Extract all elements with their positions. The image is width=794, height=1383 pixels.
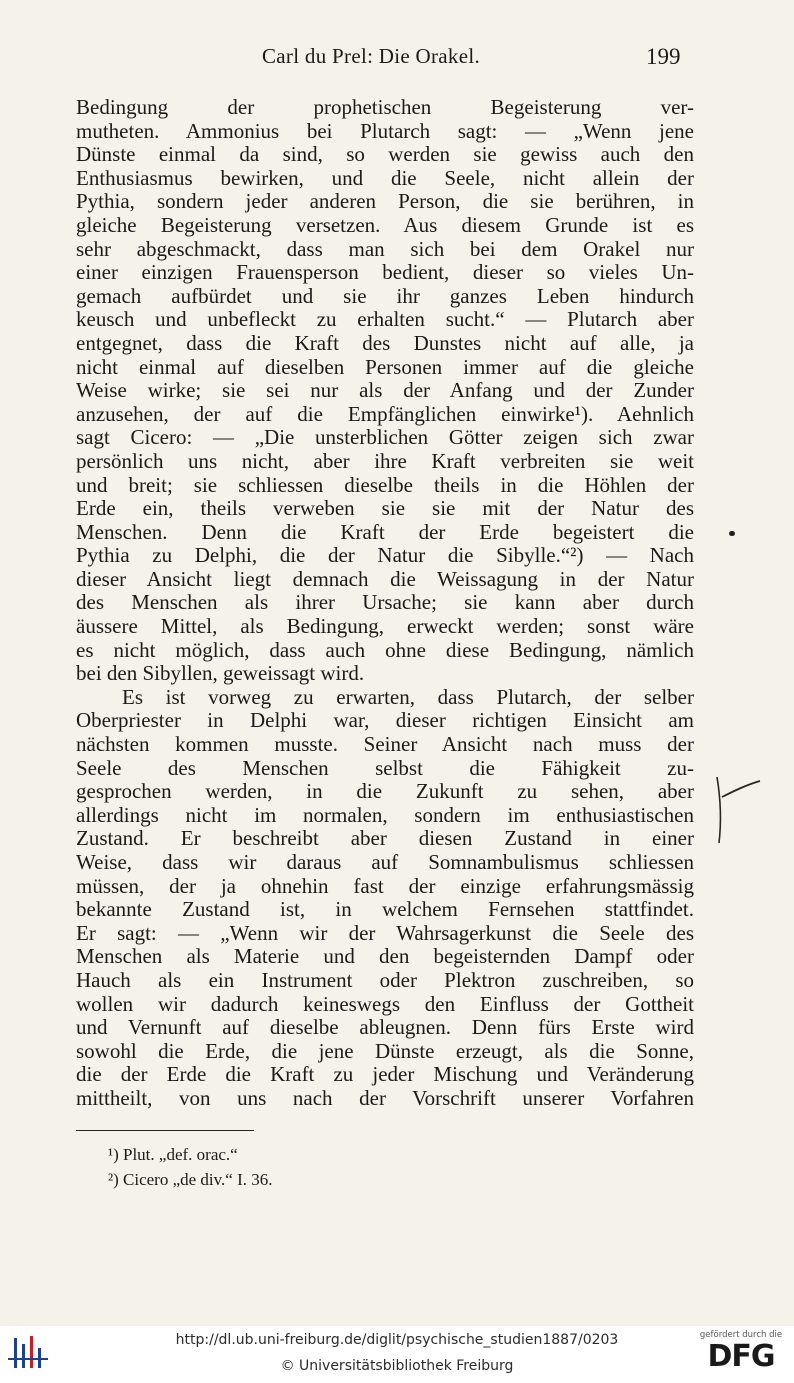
- funding-label: gefördert durch die: [699, 1330, 783, 1340]
- footnote: ²) Cicero „de div.“ I. 36.: [108, 1170, 273, 1189]
- text-line: Oberpriester in Delphi war, dieser richtigen Einsicht am: [76, 708, 694, 733]
- text-line: bekannte Zustand ist, in welchem Fernsehen stattfindet.: [76, 897, 694, 922]
- text-line: anzusehen, der auf die Empfänglichen einwirke¹). Aehnlich: [76, 401, 694, 426]
- text-line: dieser Ansicht liegt demnach die Weissagung in der Natur: [76, 566, 694, 591]
- viewer-footer: [0, 1326, 794, 1383]
- text-line: entgegnet, dass die Kraft des Dunstes nicht auf alle, ja: [76, 330, 694, 355]
- text-line: gemach aufbürdet und sie ihr ganzes Leben hindurch: [76, 283, 694, 308]
- text-line: Pythia, sondern jeder anderen Person, die sie berühren, in: [76, 189, 694, 214]
- text-line: Hauch als ein Instrument oder Plektron zuschreiben, so: [76, 967, 694, 992]
- page-number: 199: [646, 44, 681, 69]
- text-line: einer einzigen Frauensperson bedient, dieser so vieles Un-: [76, 260, 694, 285]
- text-line: persönlich uns nicht, aber ihre Kraft verbreiten sie weit: [76, 448, 694, 473]
- text-line: gesprochen werden, in die Zukunft zu sehen, aber: [76, 779, 694, 804]
- text-line: nicht einmal auf dieselben Personen immer auf die gleiche: [76, 354, 694, 379]
- text-line: mutheten. Ammonius bei Plutarch sagt: — „Wenn jene: [76, 118, 694, 143]
- dfg-logo: DFG: [707, 1339, 775, 1374]
- margin-pencil-mark: [716, 775, 764, 847]
- text-line: Menschen als Materie und den begeisternden Dampf oder: [76, 944, 694, 969]
- text-line: Bedingung der prophetischen Begeisterung ver-: [76, 95, 694, 119]
- permalink-url[interactable]: http://dl.ub.uni-freiburg.de/diglit/psychische_studien1887/0203: [175, 1332, 619, 1348]
- copyright-notice: © Universitätsbibliothek Freiburg: [280, 1358, 514, 1374]
- text-line: Er sagt: — „Wenn wir der Wahrsagerkunst die Seele des: [76, 920, 694, 945]
- text-line: sagt Cicero: — „Die unsterblichen Götter zeigen sich zwar: [76, 425, 694, 450]
- text-line: Erde ein, theils verweben sie sie mit der Natur des: [76, 496, 694, 521]
- text-line: sehr abgeschmackt, dass man sich bei dem Orakel nur: [76, 236, 694, 261]
- text-line: äussere Mittel, als Bedingung, erweckt werden; sonst wäre: [76, 614, 694, 639]
- text-line: sowohl die Erde, die jene Dünste erzeugt, als die Sonne,: [76, 1038, 694, 1063]
- footnote-divider: [76, 1130, 254, 1131]
- body-text: [76, 96, 694, 1111]
- text-line: Dünste einmal da sind, so werden sie gewiss auch den: [76, 142, 694, 167]
- text-line: Seele des Menschen selbst die Fähigkeit zu-: [76, 755, 694, 780]
- footnotes: [108, 1142, 273, 1192]
- text-line: Menschen. Denn die Kraft der Erde begeistert die: [76, 519, 694, 544]
- funding-badge: [698, 1330, 784, 1374]
- text-line: die der Erde die Kraft zu jeder Mischung und Veränderung: [76, 1062, 694, 1087]
- text-line: Weise wirke; sie sei nur als der Anfang und der Zunder: [76, 378, 694, 403]
- text-line: und breit; sie schliessen dieselbe theils in die Höhlen der: [76, 472, 694, 497]
- text-line: mittheilt, von uns nach der Vorschrift unserer Vorfahren: [76, 1085, 694, 1110]
- text-line: gleiche Begeisterung versetzen. Aus diesem Grunde ist es: [76, 212, 694, 237]
- text-line: und Vernunft auf dieselbe ableugnen. Denn fürs Erste wird: [76, 1015, 694, 1040]
- text-line: wollen wir dadurch keineswegs den Einfluss der Gottheit: [76, 991, 694, 1016]
- margin-ink-dot: [729, 531, 735, 536]
- running-title: Carl du Prel: Die Orakel.: [262, 44, 481, 68]
- text-line: Weise, dass wir daraus auf Somnambulismus schliessen: [76, 850, 694, 874]
- text-line: allerdings nicht im normalen, sondern im enthusiastischen: [76, 802, 694, 827]
- paragraph-first-line: Es ist vorweg zu erwarten, dass Plutarch, der selber: [122, 684, 694, 709]
- text-line: Enthusiasmus bewirken, und die Seele, nicht allein der: [76, 165, 694, 190]
- text-line: bei den Sibyllen, geweissagt wird.: [76, 661, 365, 686]
- text-line: Zustand. Er beschreibt aber diesen Zustand in einer: [76, 826, 694, 851]
- text-line: es nicht möglich, dass auch ohne diese Bedingung, nämlich: [76, 637, 694, 662]
- text-line: Pythia zu Delphi, die der Natur die Sibylle.“²) — Nach: [76, 543, 694, 568]
- text-line: keusch und unbefleckt zu erhalten sucht.“ — Plutarch aber: [76, 307, 694, 332]
- text-line: des Menschen als ihrer Ursache; sie kann aber durch: [76, 590, 694, 615]
- text-line: nächsten kommen musste. Seiner Ansicht nach muss der: [76, 732, 694, 757]
- footnote: ¹) Plut. „def. orac.“: [108, 1145, 238, 1164]
- text-line: müssen, der ja ohnehin fast der einzige erfahrungsmässig: [76, 873, 694, 898]
